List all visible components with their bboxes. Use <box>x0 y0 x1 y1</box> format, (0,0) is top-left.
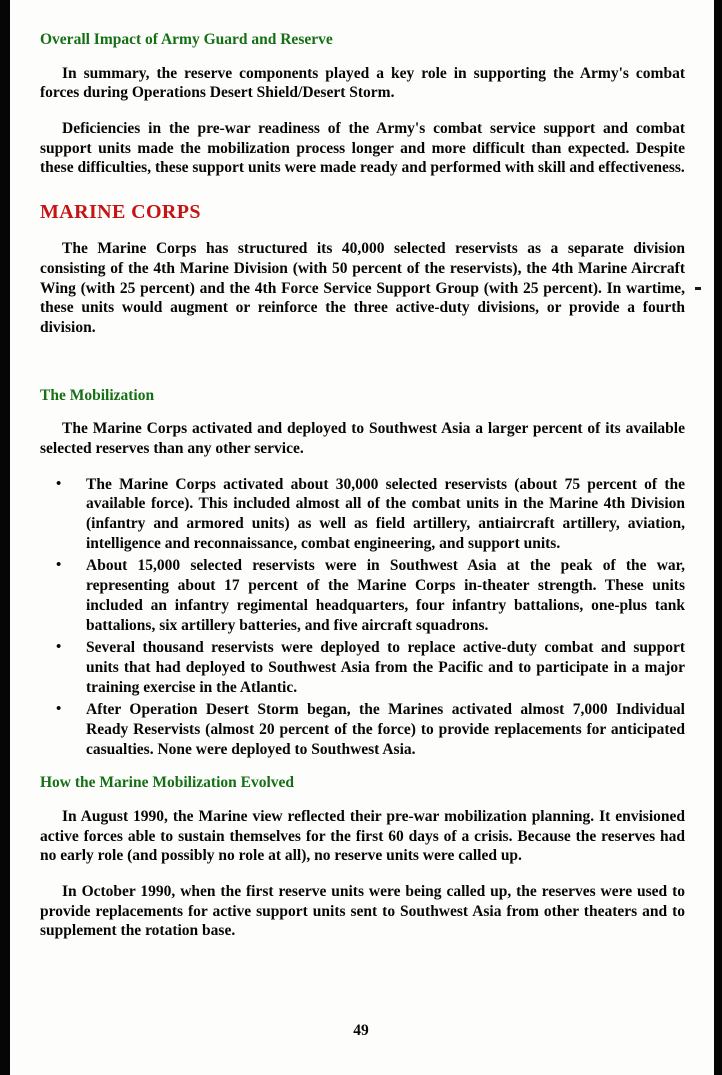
list-item <box>40 475 685 554</box>
paragraph-army-summary: In summary, the reserve components played a key role in supporting the Army's combat forces during Operations Desert Shield/Desert Storm. <box>40 64 685 102</box>
bullet-list <box>40 475 685 759</box>
section-heading-mobilization: The Mobilization <box>40 386 155 404</box>
paragraph-mobilization-intro: The Marine Corps activated and deployed to Southwest Asia a larger percent of its available selected reserves than any other service. <box>40 420 685 458</box>
scan-artifact-mark <box>695 287 701 290</box>
bullet-marker: • <box>56 701 62 718</box>
scan-border-left <box>0 0 10 1075</box>
section-heading-marine-corps: MARINE CORPS <box>40 201 201 224</box>
scan-border-right <box>714 0 722 1075</box>
list-item <box>40 556 685 635</box>
section-heading-evolution: How the Marine Mobilization Evolved <box>40 774 295 792</box>
bullet-marker: • <box>56 639 62 656</box>
list-item <box>40 700 685 759</box>
section-heading-army-impact: Overall Impact of Army Guard and Reserve <box>40 31 333 48</box>
paragraph-evolution-august: In August 1990, the Marine view reflected their pre-war mobilization planning. It envisioned active forces able to sustain themselves for the first 60 days of a crisis. Because the reserves had no early role (and possibly no role at all), no reserve units were called up. <box>40 807 685 865</box>
bullet-text: Several thousand reservists were deployed to replace active-duty combat and support units that had deployed to Southwest Asia from the Pacific and to participate in a major training exercise in the Atlantic. <box>86 639 685 696</box>
paragraph-evolution-october: In October 1990, when the first reserve units were being called up, the reserves were used to provide replacements for active support units sent to Southwest Asia from other theaters and to supplement the rotation base. <box>40 882 685 940</box>
paragraph-marine-structure: The Marine Corps has structured its 40,000 selected reservists as a separate division consisting of the 4th Marine Division (with 50 percent of the reservists), the 4th Marine Aircraft Wing (with 25 percent) and the 4th Force Service Support Group (with 25 percent). In wartime, these units would augment or reinforce the three active-duty divisions, or provide a fourth division. <box>40 240 685 337</box>
bullet-marker: • <box>56 557 62 574</box>
paragraph-army-deficiencies: Deficiencies in the pre-war readiness of the Army's combat service support and combat support units made the mobilization process longer and more difficult than expected. Despite these difficulties, these support units were made ready and performed with skill and effectiveness. <box>40 120 685 177</box>
page-number: 49 <box>353 1022 369 1039</box>
bullet-text: About 15,000 selected reservists were in Southwest Asia at the peak of the war, representing about 17 percent of the Marine Corps in-theater strength. These units included an infantry regimental headquarters, four infantry battalions, one-plus tank battalions, six artillery batteries, and five aircraft squadrons. <box>86 557 685 634</box>
page-content <box>40 30 685 957</box>
bullet-text: The Marine Corps activated about 30,000 selected reservists (about 75 percent of the available force). This included almost all of the combat units in the Marine 4th Division (infantry and armored units) as well as field artillery, antiaircraft artillery, aviation, intelligence and reconnaissance, combat engineering, and support units. <box>86 475 685 552</box>
bullet-marker: • <box>56 475 62 492</box>
list-item <box>40 638 685 697</box>
bullet-text: After Operation Desert Storm began, the Marines activated almost 7,000 Individual Ready Reservists (almost 20 percent of the force) to provide replacements for anticipated casualties. None were deployed to Southwest Asia. <box>86 701 685 758</box>
